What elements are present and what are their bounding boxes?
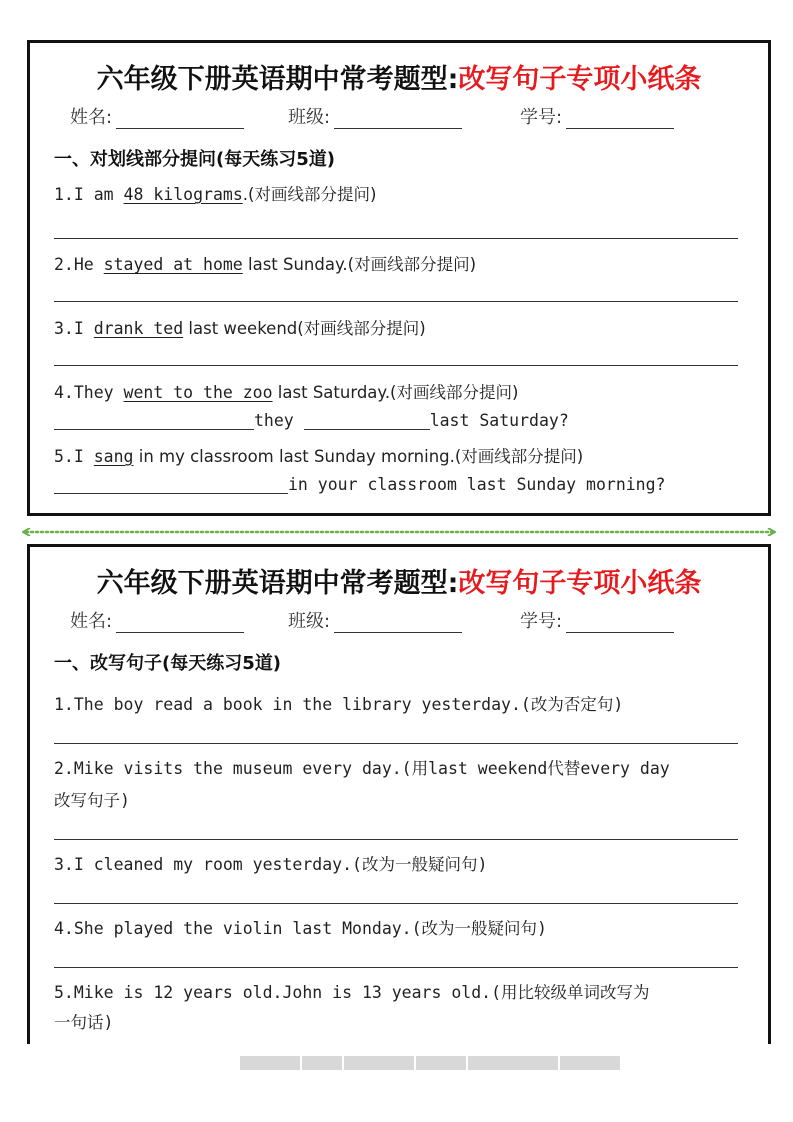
worksheet-title: 六年级下册英语期中常考题型:改写句子专项小纸条: [96, 64, 702, 95]
worksheet-card-bottom: [27, 544, 771, 1044]
number-blank[interactable]: [566, 614, 674, 633]
worksheet-card-top: [27, 40, 771, 516]
number-blank[interactable]: [566, 110, 674, 129]
answer-line-4[interactable]: [54, 967, 738, 968]
answer-line-2[interactable]: [54, 839, 738, 840]
number-field: 学号:: [520, 607, 674, 633]
answer-blank-4a[interactable]: [54, 413, 254, 430]
student-info-row: [70, 607, 768, 635]
question-4: 4.She played the violin last Monday.(改为一般疑问句): [54, 919, 547, 938]
question-5-continued: 一句话): [54, 1013, 114, 1032]
question-2: 2.Mike visits the museum every day.(用last weekend代替every day: [54, 759, 670, 778]
class-blank[interactable]: [334, 614, 462, 633]
blurred-footer: [240, 1056, 622, 1070]
name-blank[interactable]: [116, 614, 244, 633]
answer-line-1[interactable]: [54, 238, 738, 239]
class-field: 班级:: [288, 103, 462, 129]
answer-line-1[interactable]: [54, 743, 738, 744]
question-4: 4.They went to the zoo last Saturday.(对画线部分提问): [54, 383, 519, 402]
answer-line-2[interactable]: [54, 301, 738, 302]
answer-template-5: in your classroom last Sunday morning?: [54, 475, 744, 494]
question-2-continued: 改写句子): [54, 791, 130, 810]
name-blank[interactable]: [116, 110, 244, 129]
answer-template-4: they last Saturday?: [54, 411, 744, 430]
answer-line-3[interactable]: [54, 903, 738, 904]
number-field: 学号:: [520, 103, 674, 129]
question-3: 3.I cleaned my room yesterday.(改为一般疑问句): [54, 855, 488, 874]
name-field: 姓名:: [70, 103, 244, 129]
class-field: 班级:: [288, 607, 462, 633]
question-3: 3.I drank ted last weekend(对画线部分提问): [54, 319, 426, 338]
dotted-divider: [22, 528, 776, 536]
worksheet-title: 六年级下册英语期中常考题型:改写句子专项小纸条: [96, 568, 702, 599]
class-blank[interactable]: [334, 110, 462, 129]
student-info-row: [70, 103, 768, 131]
question-5: 5.Mike is 12 years old.John is 13 years old.(用比较级单词改写为: [54, 983, 650, 1002]
question-1: 1.The boy read a book in the library yesterday.(改为否定句): [54, 695, 624, 714]
question-1: 1.I am 48 kilograms.(对画线部分提问): [54, 185, 377, 204]
question-2: 2.He stayed at home last Sunday.(对画线部分提问): [54, 255, 477, 274]
answer-line-3[interactable]: [54, 365, 738, 366]
answer-blank-5[interactable]: [54, 477, 288, 494]
section-heading: 一、对划线部分提问(每天练习5道): [54, 149, 335, 170]
section-heading: 一、改写句子(每天练习5道): [54, 653, 281, 674]
question-5: 5.I sang in my classroom last Sunday morning.(对画线部分提问): [54, 447, 584, 466]
answer-blank-4b[interactable]: [304, 413, 430, 430]
name-field: 姓名:: [70, 607, 244, 633]
